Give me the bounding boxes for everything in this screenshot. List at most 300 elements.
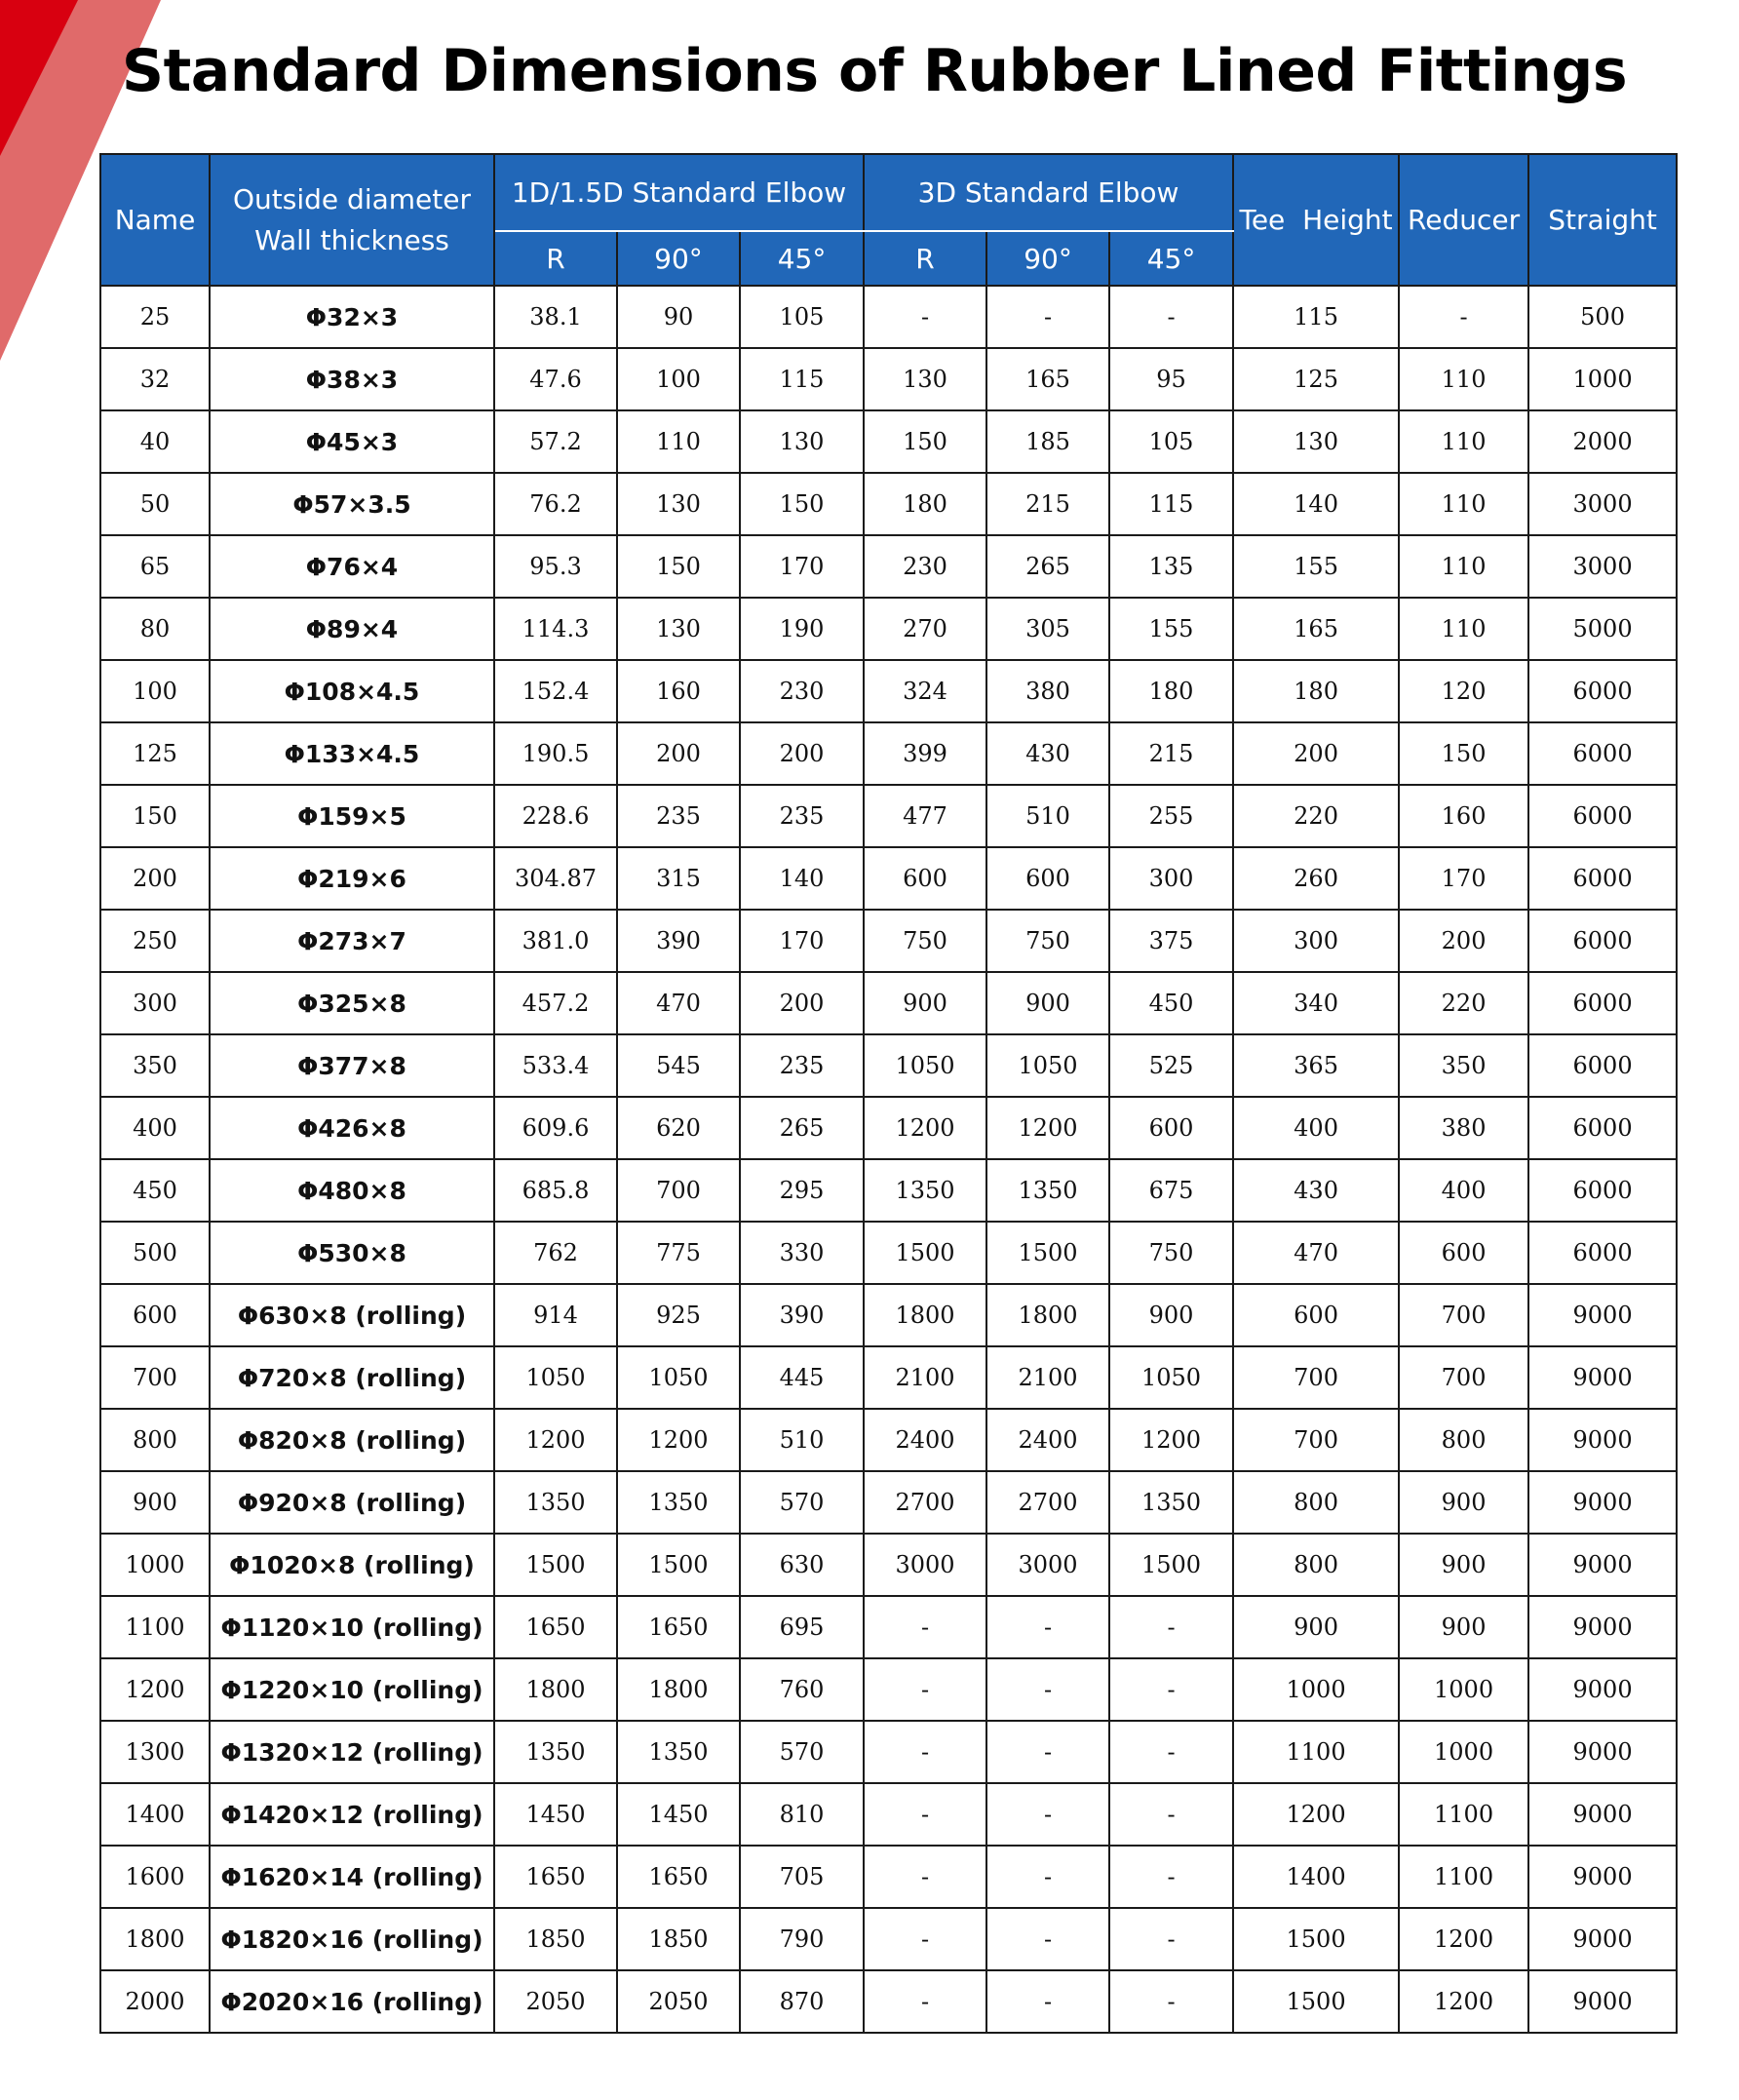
cell-straight: 2000 xyxy=(1528,410,1677,473)
cell-elbow1-90: 160 xyxy=(617,660,740,722)
cell-elbow1-45: 445 xyxy=(740,1346,864,1409)
cell-elbow1-90: 1800 xyxy=(617,1658,740,1721)
table-row xyxy=(100,847,1677,910)
cell-tee-height: 400 xyxy=(1233,1097,1399,1159)
cell-straight: 1000 xyxy=(1528,348,1677,410)
cell-elbow3-90: 265 xyxy=(986,535,1109,598)
cell-elbow3-90: 1800 xyxy=(986,1284,1109,1346)
cell-elbow3-45: 1500 xyxy=(1109,1534,1233,1596)
cell-straight: 6000 xyxy=(1528,1222,1677,1284)
cell-reducer: 110 xyxy=(1399,473,1528,535)
cell-elbow1-45: 140 xyxy=(740,847,864,910)
cell-elbow1-90: 1500 xyxy=(617,1534,740,1596)
cell-reducer: 1000 xyxy=(1399,1658,1528,1721)
cell-elbow1-45: 570 xyxy=(740,1721,864,1783)
cell-straight: 9000 xyxy=(1528,1970,1677,2033)
table-row xyxy=(100,1097,1677,1159)
cell-elbow3-45: 1350 xyxy=(1109,1471,1233,1534)
cell-elbow3-45: 255 xyxy=(1109,785,1233,847)
cell-reducer: 110 xyxy=(1399,410,1528,473)
cell-tee-height: 115 xyxy=(1233,286,1399,348)
cell-outside-diameter: Φ426×8 xyxy=(210,1097,494,1159)
cell-elbow1-45: 630 xyxy=(740,1534,864,1596)
cell-elbow1-90: 620 xyxy=(617,1097,740,1159)
cell-reducer: 120 xyxy=(1399,660,1528,722)
cell-elbow3-90: 900 xyxy=(986,972,1109,1034)
cell-reducer: 1200 xyxy=(1399,1908,1528,1970)
cell-elbow1-90: 90 xyxy=(617,286,740,348)
cell-elbow3-r: 600 xyxy=(864,847,986,910)
cell-elbow3-90: 1050 xyxy=(986,1034,1109,1097)
cell-elbow1-90: 700 xyxy=(617,1159,740,1222)
cell-reducer: 110 xyxy=(1399,598,1528,660)
cell-reducer: 700 xyxy=(1399,1284,1528,1346)
table-row xyxy=(100,598,1677,660)
cell-elbow1-r: 685.8 xyxy=(494,1159,617,1222)
cell-elbow1-45: 130 xyxy=(740,410,864,473)
cell-elbow1-45: 170 xyxy=(740,535,864,598)
table-row xyxy=(100,1908,1677,1970)
cell-elbow3-90: - xyxy=(986,286,1109,348)
cell-reducer: 400 xyxy=(1399,1159,1528,1222)
cell-reducer: 220 xyxy=(1399,972,1528,1034)
cell-straight: 6000 xyxy=(1528,1097,1677,1159)
cell-elbow3-45: 900 xyxy=(1109,1284,1233,1346)
cell-elbow1-90: 2050 xyxy=(617,1970,740,2033)
cell-outside-diameter: Φ1320×12 (rolling) xyxy=(210,1721,494,1783)
table-row xyxy=(100,785,1677,847)
cell-outside-diameter: Φ219×6 xyxy=(210,847,494,910)
cell-elbow3-r: 230 xyxy=(864,535,986,598)
cell-elbow1-45: 295 xyxy=(740,1159,864,1222)
cell-elbow3-r: 180 xyxy=(864,473,986,535)
cell-reducer: 700 xyxy=(1399,1346,1528,1409)
cell-elbow3-45: 375 xyxy=(1109,910,1233,972)
cell-elbow3-90: 430 xyxy=(986,722,1109,785)
cell-elbow3-90: 2400 xyxy=(986,1409,1109,1471)
table-row xyxy=(100,1783,1677,1846)
cell-elbow1-90: 1350 xyxy=(617,1721,740,1783)
cell-elbow1-45: 870 xyxy=(740,1970,864,2033)
cell-outside-diameter: Φ38×3 xyxy=(210,348,494,410)
cell-elbow1-45: 510 xyxy=(740,1409,864,1471)
cell-elbow1-45: 330 xyxy=(740,1222,864,1284)
cell-elbow3-45: 95 xyxy=(1109,348,1233,410)
cell-elbow1-45: 170 xyxy=(740,910,864,972)
cell-elbow3-45: - xyxy=(1109,1721,1233,1783)
cell-straight: 6000 xyxy=(1528,1159,1677,1222)
cell-elbow3-90: - xyxy=(986,1970,1109,2033)
cell-tee-height: 180 xyxy=(1233,660,1399,722)
table-body xyxy=(100,286,1677,2033)
cell-name: 400 xyxy=(100,1097,210,1159)
table-row xyxy=(100,348,1677,410)
cell-reducer: 600 xyxy=(1399,1222,1528,1284)
table-row xyxy=(100,1346,1677,1409)
cell-elbow1-r: 114.3 xyxy=(494,598,617,660)
cell-straight: 9000 xyxy=(1528,1284,1677,1346)
cell-elbow1-90: 1350 xyxy=(617,1471,740,1534)
cell-elbow3-45: 450 xyxy=(1109,972,1233,1034)
cell-straight: 3000 xyxy=(1528,473,1677,535)
cell-elbow3-45: 135 xyxy=(1109,535,1233,598)
cell-elbow3-r: 2700 xyxy=(864,1471,986,1534)
cell-reducer: 1100 xyxy=(1399,1783,1528,1846)
cell-elbow3-45: - xyxy=(1109,1596,1233,1658)
table-row xyxy=(100,1721,1677,1783)
cell-straight: 6000 xyxy=(1528,847,1677,910)
cell-name: 40 xyxy=(100,410,210,473)
cell-outside-diameter: Φ273×7 xyxy=(210,910,494,972)
table-row xyxy=(100,1534,1677,1596)
cell-straight: 6000 xyxy=(1528,660,1677,722)
cell-elbow1-90: 100 xyxy=(617,348,740,410)
cell-tee-height: 1100 xyxy=(1233,1721,1399,1783)
cell-straight: 6000 xyxy=(1528,785,1677,847)
cell-straight: 9000 xyxy=(1528,1658,1677,1721)
cell-elbow3-r: 1500 xyxy=(864,1222,986,1284)
cell-tee-height: 260 xyxy=(1233,847,1399,910)
cell-outside-diameter: Φ630×8 (rolling) xyxy=(210,1284,494,1346)
cell-elbow3-45: 215 xyxy=(1109,722,1233,785)
cell-tee-height: 155 xyxy=(1233,535,1399,598)
cell-tee-height: 220 xyxy=(1233,785,1399,847)
cell-elbow3-r: 130 xyxy=(864,348,986,410)
cell-reducer: 150 xyxy=(1399,722,1528,785)
cell-elbow1-r: 1850 xyxy=(494,1908,617,1970)
cell-elbow1-r: 95.3 xyxy=(494,535,617,598)
cell-tee-height: 900 xyxy=(1233,1596,1399,1658)
cell-elbow1-45: 105 xyxy=(740,286,864,348)
cell-reducer: 350 xyxy=(1399,1034,1528,1097)
cell-elbow1-r: 190.5 xyxy=(494,722,617,785)
cell-elbow1-r: 914 xyxy=(494,1284,617,1346)
cell-tee-height: 430 xyxy=(1233,1159,1399,1222)
cell-straight: 9000 xyxy=(1528,1783,1677,1846)
cell-elbow1-90: 1450 xyxy=(617,1783,740,1846)
table-row xyxy=(100,1222,1677,1284)
cell-elbow1-45: 230 xyxy=(740,660,864,722)
cell-outside-diameter: Φ133×4.5 xyxy=(210,722,494,785)
header-name: Name xyxy=(100,154,210,286)
cell-elbow1-r: 228.6 xyxy=(494,785,617,847)
cell-tee-height: 800 xyxy=(1233,1534,1399,1596)
cell-elbow3-90: 380 xyxy=(986,660,1109,722)
cell-elbow3-r: 324 xyxy=(864,660,986,722)
table-row xyxy=(100,473,1677,535)
cell-elbow3-r: 150 xyxy=(864,410,986,473)
cell-elbow1-r: 1350 xyxy=(494,1471,617,1534)
cell-name: 450 xyxy=(100,1159,210,1222)
cell-elbow3-90: - xyxy=(986,1658,1109,1721)
cell-elbow1-90: 200 xyxy=(617,722,740,785)
cell-elbow1-90: 130 xyxy=(617,598,740,660)
cell-elbow1-45: 190 xyxy=(740,598,864,660)
cell-elbow1-45: 760 xyxy=(740,1658,864,1721)
cell-elbow1-90: 235 xyxy=(617,785,740,847)
cell-elbow3-45: 525 xyxy=(1109,1034,1233,1097)
table-row xyxy=(100,660,1677,722)
subheader-1d-45: 45° xyxy=(740,231,864,286)
cell-elbow3-45: - xyxy=(1109,1908,1233,1970)
cell-straight: 3000 xyxy=(1528,535,1677,598)
cell-elbow1-90: 775 xyxy=(617,1222,740,1284)
table-row xyxy=(100,410,1677,473)
cell-reducer: 1100 xyxy=(1399,1846,1528,1908)
cell-outside-diameter: Φ1220×10 (rolling) xyxy=(210,1658,494,1721)
cell-straight: 6000 xyxy=(1528,1034,1677,1097)
cell-elbow3-90: - xyxy=(986,1721,1109,1783)
cell-name: 25 xyxy=(100,286,210,348)
cell-elbow3-90: 305 xyxy=(986,598,1109,660)
cell-outside-diameter: Φ1820×16 (rolling) xyxy=(210,1908,494,1970)
cell-elbow1-90: 130 xyxy=(617,473,740,535)
cell-elbow3-r: 270 xyxy=(864,598,986,660)
cell-outside-diameter: Φ32×3 xyxy=(210,286,494,348)
cell-elbow3-r: 3000 xyxy=(864,1534,986,1596)
cell-outside-diameter: Φ1120×10 (rolling) xyxy=(210,1596,494,1658)
cell-name: 125 xyxy=(100,722,210,785)
cell-elbow3-90: - xyxy=(986,1783,1109,1846)
cell-elbow1-90: 150 xyxy=(617,535,740,598)
header-3d-elbow: 3D Standard Elbow xyxy=(864,154,1233,231)
cell-elbow1-r: 457.2 xyxy=(494,972,617,1034)
cell-tee-height: 700 xyxy=(1233,1346,1399,1409)
cell-elbow1-90: 1850 xyxy=(617,1908,740,1970)
cell-elbow3-45: 750 xyxy=(1109,1222,1233,1284)
cell-elbow3-r: - xyxy=(864,1721,986,1783)
cell-elbow1-90: 925 xyxy=(617,1284,740,1346)
cell-elbow3-r: 1050 xyxy=(864,1034,986,1097)
cell-outside-diameter: Φ377×8 xyxy=(210,1034,494,1097)
cell-name: 700 xyxy=(100,1346,210,1409)
cell-tee-height: 140 xyxy=(1233,473,1399,535)
cell-reducer: 1200 xyxy=(1399,1970,1528,2033)
subheader-3d-90: 90° xyxy=(986,231,1109,286)
cell-elbow3-90: 1350 xyxy=(986,1159,1109,1222)
cell-elbow3-90: - xyxy=(986,1846,1109,1908)
header-od-line1: Outside diameter xyxy=(233,182,471,215)
cell-elbow1-r: 533.4 xyxy=(494,1034,617,1097)
cell-straight: 500 xyxy=(1528,286,1677,348)
cell-elbow3-45: 600 xyxy=(1109,1097,1233,1159)
cell-elbow3-r: 477 xyxy=(864,785,986,847)
cell-reducer: 900 xyxy=(1399,1596,1528,1658)
cell-tee-height: 165 xyxy=(1233,598,1399,660)
cell-tee-height: 470 xyxy=(1233,1222,1399,1284)
cell-elbow3-90: - xyxy=(986,1596,1109,1658)
cell-tee-height: 800 xyxy=(1233,1471,1399,1534)
cell-elbow3-45: - xyxy=(1109,1783,1233,1846)
cell-name: 300 xyxy=(100,972,210,1034)
cell-elbow1-45: 115 xyxy=(740,348,864,410)
cell-outside-diameter: Φ1020×8 (rolling) xyxy=(210,1534,494,1596)
cell-elbow3-r: 399 xyxy=(864,722,986,785)
cell-reducer: - xyxy=(1399,286,1528,348)
table-row xyxy=(100,1596,1677,1658)
table-row xyxy=(100,1159,1677,1222)
cell-elbow3-45: 1200 xyxy=(1109,1409,1233,1471)
cell-tee-height: 125 xyxy=(1233,348,1399,410)
cell-name: 2000 xyxy=(100,1970,210,2033)
cell-elbow1-r: 1350 xyxy=(494,1721,617,1783)
cell-tee-height: 600 xyxy=(1233,1284,1399,1346)
cell-straight: 9000 xyxy=(1528,1346,1677,1409)
cell-elbow1-45: 570 xyxy=(740,1471,864,1534)
cell-tee-height: 365 xyxy=(1233,1034,1399,1097)
cell-elbow1-45: 235 xyxy=(740,1034,864,1097)
cell-elbow3-r: 1200 xyxy=(864,1097,986,1159)
cell-elbow1-90: 1200 xyxy=(617,1409,740,1471)
cell-name: 1000 xyxy=(100,1534,210,1596)
cell-elbow1-45: 810 xyxy=(740,1783,864,1846)
cell-elbow3-90: 185 xyxy=(986,410,1109,473)
cell-elbow3-r: - xyxy=(864,1783,986,1846)
cell-elbow1-90: 315 xyxy=(617,847,740,910)
cell-outside-diameter: Φ530×8 xyxy=(210,1222,494,1284)
cell-tee-height: 1500 xyxy=(1233,1908,1399,1970)
cell-elbow3-45: 115 xyxy=(1109,473,1233,535)
cell-elbow1-90: 545 xyxy=(617,1034,740,1097)
cell-name: 100 xyxy=(100,660,210,722)
subheader-1d-r: R xyxy=(494,231,617,286)
cell-outside-diameter: Φ2020×16 (rolling) xyxy=(210,1970,494,2033)
table-row xyxy=(100,1284,1677,1346)
cell-elbow3-90: - xyxy=(986,1908,1109,1970)
cell-reducer: 170 xyxy=(1399,847,1528,910)
subheader-1d-90: 90° xyxy=(617,231,740,286)
cell-outside-diameter: Φ45×3 xyxy=(210,410,494,473)
cell-elbow3-45: 1050 xyxy=(1109,1346,1233,1409)
page-title: Standard Dimensions of Rubber Lined Fittings xyxy=(121,37,1628,105)
header-straight: Straight xyxy=(1528,154,1677,286)
cell-elbow3-45: 155 xyxy=(1109,598,1233,660)
cell-elbow1-r: 2050 xyxy=(494,1970,617,2033)
cell-elbow1-90: 470 xyxy=(617,972,740,1034)
table-header xyxy=(100,154,1677,286)
cell-elbow3-45: 675 xyxy=(1109,1159,1233,1222)
cell-elbow3-r: - xyxy=(864,1908,986,1970)
cell-elbow1-r: 609.6 xyxy=(494,1097,617,1159)
table-row xyxy=(100,722,1677,785)
cell-elbow1-45: 265 xyxy=(740,1097,864,1159)
cell-reducer: 160 xyxy=(1399,785,1528,847)
cell-elbow3-90: 2100 xyxy=(986,1346,1109,1409)
cell-tee-height: 130 xyxy=(1233,410,1399,473)
cell-elbow3-90: 1500 xyxy=(986,1222,1109,1284)
cell-elbow3-90: 1200 xyxy=(986,1097,1109,1159)
cell-straight: 9000 xyxy=(1528,1908,1677,1970)
cell-elbow3-r: - xyxy=(864,1846,986,1908)
cell-elbow1-r: 1200 xyxy=(494,1409,617,1471)
table-row xyxy=(100,535,1677,598)
cell-straight: 6000 xyxy=(1528,910,1677,972)
cell-elbow3-90: 510 xyxy=(986,785,1109,847)
cell-straight: 5000 xyxy=(1528,598,1677,660)
cell-outside-diameter: Φ920×8 (rolling) xyxy=(210,1471,494,1534)
cell-reducer: 200 xyxy=(1399,910,1528,972)
cell-tee-height: 340 xyxy=(1233,972,1399,1034)
cell-reducer: 110 xyxy=(1399,348,1528,410)
cell-elbow3-90: 600 xyxy=(986,847,1109,910)
cell-outside-diameter: Φ89×4 xyxy=(210,598,494,660)
cell-name: 1400 xyxy=(100,1783,210,1846)
cell-elbow3-90: 215 xyxy=(986,473,1109,535)
cell-elbow3-r: 2400 xyxy=(864,1409,986,1471)
cell-name: 32 xyxy=(100,348,210,410)
dimensions-table xyxy=(99,153,1678,2034)
cell-name: 250 xyxy=(100,910,210,972)
cell-outside-diameter: Φ480×8 xyxy=(210,1159,494,1222)
cell-name: 800 xyxy=(100,1409,210,1471)
table-row xyxy=(100,1970,1677,2033)
cell-outside-diameter: Φ76×4 xyxy=(210,535,494,598)
cell-tee-height: 200 xyxy=(1233,722,1399,785)
cell-elbow1-45: 235 xyxy=(740,785,864,847)
cell-name: 65 xyxy=(100,535,210,598)
cell-elbow1-90: 1650 xyxy=(617,1596,740,1658)
cell-name: 1300 xyxy=(100,1721,210,1783)
cell-elbow3-45: - xyxy=(1109,1846,1233,1908)
cell-elbow1-90: 110 xyxy=(617,410,740,473)
cell-name: 350 xyxy=(100,1034,210,1097)
cell-reducer: 1000 xyxy=(1399,1721,1528,1783)
header-outside-diameter xyxy=(210,154,494,286)
cell-elbow3-45: - xyxy=(1109,1658,1233,1721)
header-tee-height: Tee Height xyxy=(1233,154,1399,286)
cell-elbow1-45: 200 xyxy=(740,972,864,1034)
cell-name: 1100 xyxy=(100,1596,210,1658)
cell-outside-diameter: Φ108×4.5 xyxy=(210,660,494,722)
cell-outside-diameter: Φ57×3.5 xyxy=(210,473,494,535)
cell-elbow3-r: 1800 xyxy=(864,1284,986,1346)
cell-name: 900 xyxy=(100,1471,210,1534)
cell-elbow1-r: 1500 xyxy=(494,1534,617,1596)
cell-elbow1-r: 1050 xyxy=(494,1346,617,1409)
cell-straight: 9000 xyxy=(1528,1409,1677,1471)
cell-straight: 9000 xyxy=(1528,1721,1677,1783)
cell-tee-height: 1200 xyxy=(1233,1783,1399,1846)
cell-elbow1-45: 390 xyxy=(740,1284,864,1346)
cell-straight: 9000 xyxy=(1528,1596,1677,1658)
cell-elbow1-45: 150 xyxy=(740,473,864,535)
cell-elbow1-r: 381.0 xyxy=(494,910,617,972)
cell-straight: 6000 xyxy=(1528,722,1677,785)
cell-name: 1200 xyxy=(100,1658,210,1721)
cell-elbow3-45: - xyxy=(1109,1970,1233,2033)
cell-elbow3-r: - xyxy=(864,1970,986,2033)
table-row xyxy=(100,286,1677,348)
header-reducer: Reducer xyxy=(1399,154,1528,286)
table-row xyxy=(100,910,1677,972)
cell-elbow3-r: 2100 xyxy=(864,1346,986,1409)
cell-straight: 9000 xyxy=(1528,1534,1677,1596)
cell-reducer: 900 xyxy=(1399,1534,1528,1596)
table-row xyxy=(100,972,1677,1034)
cell-outside-diameter: Φ820×8 (rolling) xyxy=(210,1409,494,1471)
cell-tee-height: 700 xyxy=(1233,1409,1399,1471)
cell-name: 200 xyxy=(100,847,210,910)
cell-elbow1-45: 705 xyxy=(740,1846,864,1908)
cell-name: 80 xyxy=(100,598,210,660)
cell-elbow1-45: 200 xyxy=(740,722,864,785)
cell-reducer: 800 xyxy=(1399,1409,1528,1471)
cell-name: 150 xyxy=(100,785,210,847)
cell-outside-diameter: Φ325×8 xyxy=(210,972,494,1034)
cell-reducer: 900 xyxy=(1399,1471,1528,1534)
cell-tee-height: 1400 xyxy=(1233,1846,1399,1908)
cell-elbow1-r: 76.2 xyxy=(494,473,617,535)
